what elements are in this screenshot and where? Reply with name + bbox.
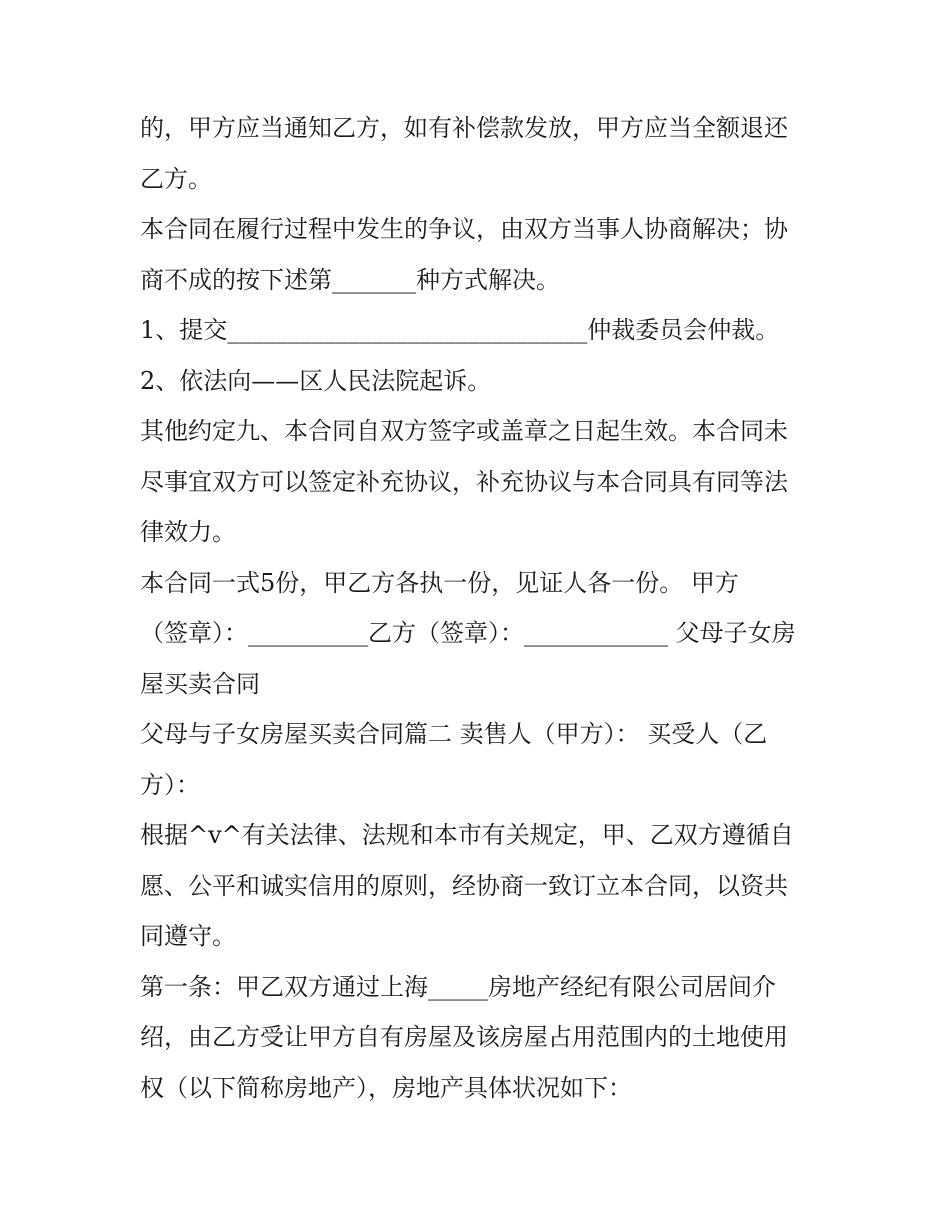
paragraph: [140, 558, 815, 710]
text-line: 的，甲方应当通知乙方，如有补偿款发放，甲方应当全额退还: [140, 114, 788, 142]
paragraph: [140, 962, 815, 1114]
text-line: 绍，由乙方受让甲方自有房屋及该房屋占用范围内的土地使用: [140, 1023, 788, 1051]
text-line: 乙方。: [140, 164, 212, 193]
text-line: 同遵守。: [140, 922, 236, 950]
document-body: [140, 103, 815, 1113]
text-line: 愿、公平和诚实信用的原则，经协商一致订立本合同，以资共: [140, 871, 788, 900]
text-line: 屋买卖合同: [140, 669, 260, 698]
paragraph: [140, 810, 815, 962]
text-line: 本合同在履行过程中发生的争议，由双方当事人协商解决；协: [140, 215, 788, 243]
paragraph: [140, 709, 815, 810]
text-line: 本合同一式5份，甲乙方各执一份，见证人各一份。 甲方: [140, 568, 739, 597]
text-line: 根据^v^有关法律、法规和本市有关规定，甲、乙双方遵循自: [140, 821, 794, 849]
text-line: 权（以下简称房地产），房地产具体状况如下：: [140, 1073, 632, 1102]
text-line: 其他约定九、本合同自双方签字或盖章之日起生效。本合同未: [140, 417, 788, 445]
text-line: （签章）：__________乙方（签章）：____________ 父母子女房: [140, 619, 796, 647]
text-line: 方）：: [140, 770, 200, 799]
text-line: 父母与子女房屋买卖合同篇二 卖售人（甲方）： 买受人（乙: [140, 720, 768, 748]
text-line: 1、提交______________________________仲裁委员会仲裁。: [140, 316, 780, 344]
text-line: 尽事宜双方可以签定补充协议，补充协议与本合同具有同等法: [140, 467, 788, 496]
paragraph: [140, 406, 815, 558]
paragraph: [140, 356, 815, 407]
text-line: 律效力。: [140, 518, 236, 546]
text-line: 商不成的按下述第_______种方式解决。: [140, 265, 560, 294]
paragraph: [140, 103, 815, 204]
text-line: 2、依法向——区人民法院起诉。: [140, 366, 492, 395]
paragraph: [140, 305, 815, 356]
paragraph: [140, 204, 815, 305]
text-line: 第一条：甲乙双方通过上海_____房地产经纪有限公司居间介: [140, 972, 776, 1001]
